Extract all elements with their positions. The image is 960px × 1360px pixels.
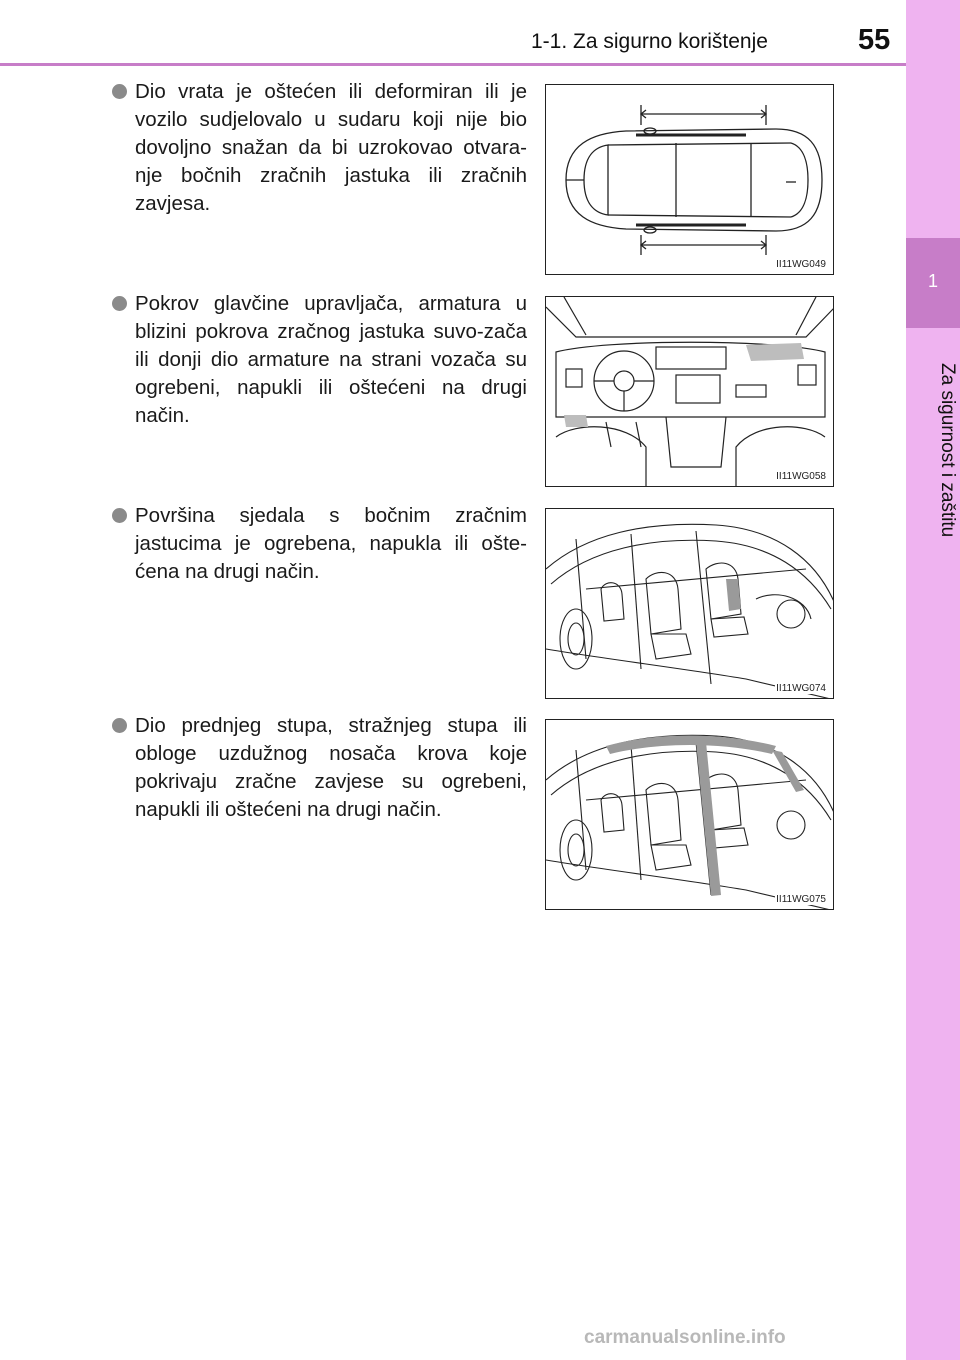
list-item bbox=[112, 290, 527, 430]
chapter-number: 1 bbox=[927, 271, 938, 291]
figure-label: II11WG075 bbox=[776, 894, 826, 905]
car-interior-pillars-illustration bbox=[546, 720, 834, 910]
bullet-icon bbox=[112, 718, 127, 733]
watermark: carmanualsonline.info bbox=[584, 1327, 786, 1348]
car-top-view-illustration bbox=[546, 85, 834, 275]
figure-pillars bbox=[545, 719, 834, 910]
figure-label: II11WG049 bbox=[776, 259, 826, 270]
figure-seats bbox=[545, 508, 834, 699]
chapter-number-box bbox=[906, 238, 960, 328]
figure-dashboard bbox=[545, 296, 834, 487]
figure-label: II11WG058 bbox=[776, 471, 826, 482]
list-item bbox=[112, 712, 527, 824]
header-divider bbox=[0, 63, 906, 66]
item-text: Dio vrata je oštećen ili deformiran ili je vozilo sudjelovalo u sudaru koji nije bio dovoljno snažan da bi uzrokovao otvara-nje bočnih zračnih jastuka ili zračnih zavjesa. bbox=[135, 80, 527, 215]
car-interior-seats-illustration bbox=[546, 509, 834, 699]
figure-label: II11WG074 bbox=[776, 683, 826, 694]
chapter-side-tab bbox=[906, 0, 960, 1360]
item-text: Dio prednjeg stupa, stražnjeg stupa ili obloge uzdužnog nosača krova koje pokrivaju zračne zavjese su ogrebeni, napukli ili oštećeni na drugi način. bbox=[135, 714, 527, 821]
dashboard-illustration bbox=[546, 297, 834, 487]
section-title: 1-1. Za sigurno korištenje bbox=[531, 30, 768, 53]
figure-car-top-view bbox=[545, 84, 834, 275]
item-text: Pokrov glavčine upravljača, armatura u blizini pokrova zračnog jastuka suvo-zača ili donji dio armature na strani vozača su ogrebeni, napukli ili oštećeni na drugi način. bbox=[135, 292, 527, 427]
list-item bbox=[112, 502, 527, 586]
chapter-title: Za sigurnost i zaštitu bbox=[937, 362, 958, 538]
bullet-icon bbox=[112, 296, 127, 311]
bullet-icon bbox=[112, 508, 127, 523]
list-item bbox=[112, 78, 527, 218]
item-text: Površina sjedala s bočnim zračnim jastucima je ogrebena, napukla ili ošte-ćena na drugi način. bbox=[135, 504, 527, 583]
bullet-icon bbox=[112, 84, 127, 99]
page-number: 55 bbox=[858, 24, 891, 56]
